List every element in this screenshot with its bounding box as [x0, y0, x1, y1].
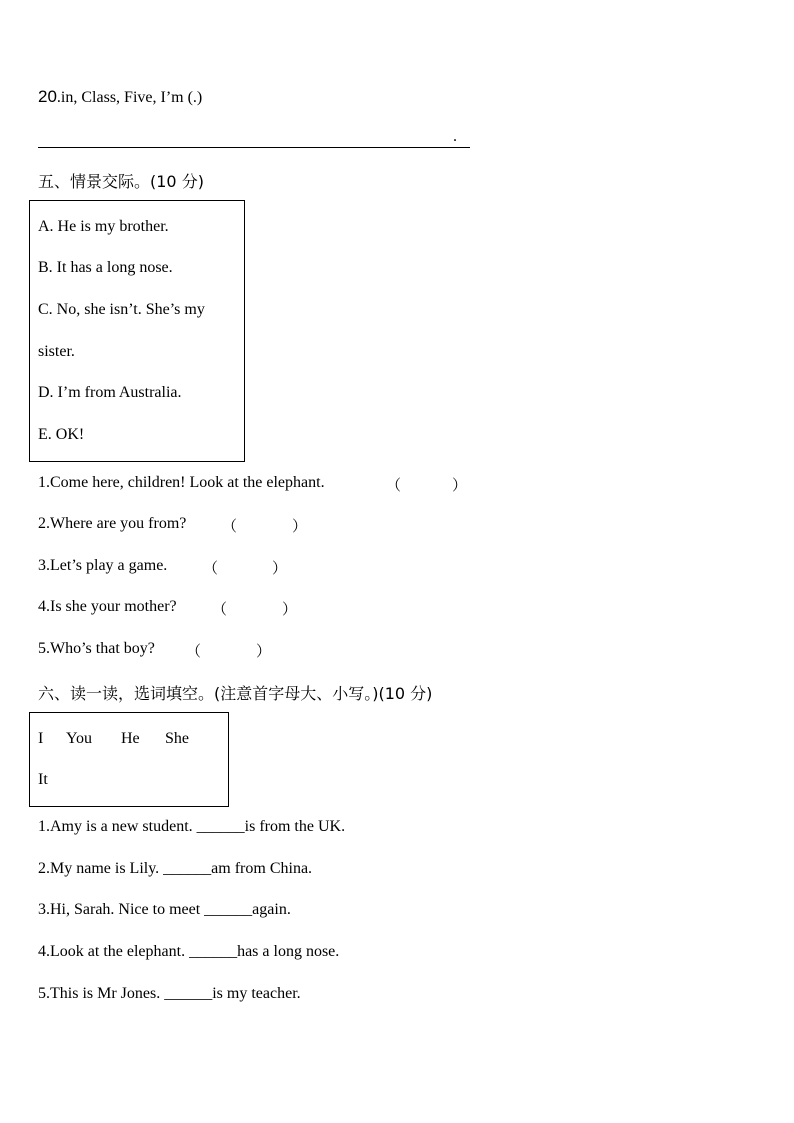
dialog-question-5 — [38, 640, 155, 658]
answer-bracket-open[interactable]: （ — [222, 517, 238, 535]
option-c: C. No, she isn’t. She’s my — [38, 301, 205, 318]
word-bank-item: She — [165, 730, 189, 747]
question-text: 4.Is she your mother? — [38, 598, 177, 615]
dialog-question-1 — [38, 474, 325, 492]
answer-bracket-close: ） — [282, 600, 298, 618]
answer-line[interactable] — [38, 147, 470, 148]
option-e: E. OK! — [38, 426, 85, 443]
answer-bracket-close: ） — [292, 517, 308, 535]
answer-bracket-open[interactable]: （ — [186, 642, 202, 660]
option-c-continued: sister. — [38, 343, 75, 360]
answer-bracket-close: ） — [272, 559, 288, 577]
section-6-title: 六、读一读，选词填空。(注意首字母大、小写。)(10 分) — [38, 684, 433, 703]
question-text: 2.Where are you from? — [38, 515, 187, 532]
fill-question-1[interactable]: 1.Amy is a new student. ______is from the UK. — [38, 818, 346, 835]
word-bank-item: You — [66, 730, 92, 747]
fill-question-3[interactable]: 3.Hi, Sarah. Nice to meet ______again. — [38, 901, 291, 918]
word-bank-item: He — [121, 730, 140, 747]
fill-question-2[interactable]: 2.My name is Lily. ______am from China. — [38, 860, 313, 877]
word-bank-item: I — [38, 730, 44, 747]
question-text: 5.Who’s that boy? — [38, 640, 155, 657]
options-box — [29, 200, 245, 462]
question-text: 3.Let’s play a game. — [38, 557, 168, 574]
section-5-title: 五、情景交际。(10 分) — [38, 172, 204, 191]
option-d: D. I’m from Australia. — [38, 384, 182, 401]
dialog-question-4 — [38, 598, 177, 616]
dialog-question-2 — [38, 515, 186, 533]
question-text: 1.Come here, children! Look at the elephant. — [38, 474, 325, 491]
option-a: A. He is my brother. — [38, 218, 169, 235]
dialog-question-3 — [38, 557, 167, 575]
fill-question-5[interactable]: 5.This is Mr Jones. ______is my teacher. — [38, 985, 301, 1002]
word-bank-item: It — [38, 771, 48, 788]
question-words: .in, Class, Five, I’m (.) — [56, 89, 203, 106]
word-bank-box — [29, 712, 229, 807]
option-b: B. It has a long nose. — [38, 259, 173, 276]
answer-bracket-open[interactable]: （ — [386, 476, 402, 494]
answer-bracket-close: ） — [256, 642, 272, 660]
answer-end-period: . — [453, 128, 457, 145]
question-number: 20 — [38, 87, 57, 106]
answer-bracket-close: ） — [452, 476, 468, 494]
answer-bracket-open[interactable]: （ — [212, 600, 228, 618]
fill-question-4[interactable]: 4.Look at the elephant. ______has a long nose. — [38, 943, 340, 960]
answer-bracket-open[interactable]: （ — [203, 559, 219, 577]
question-20 — [38, 87, 202, 107]
